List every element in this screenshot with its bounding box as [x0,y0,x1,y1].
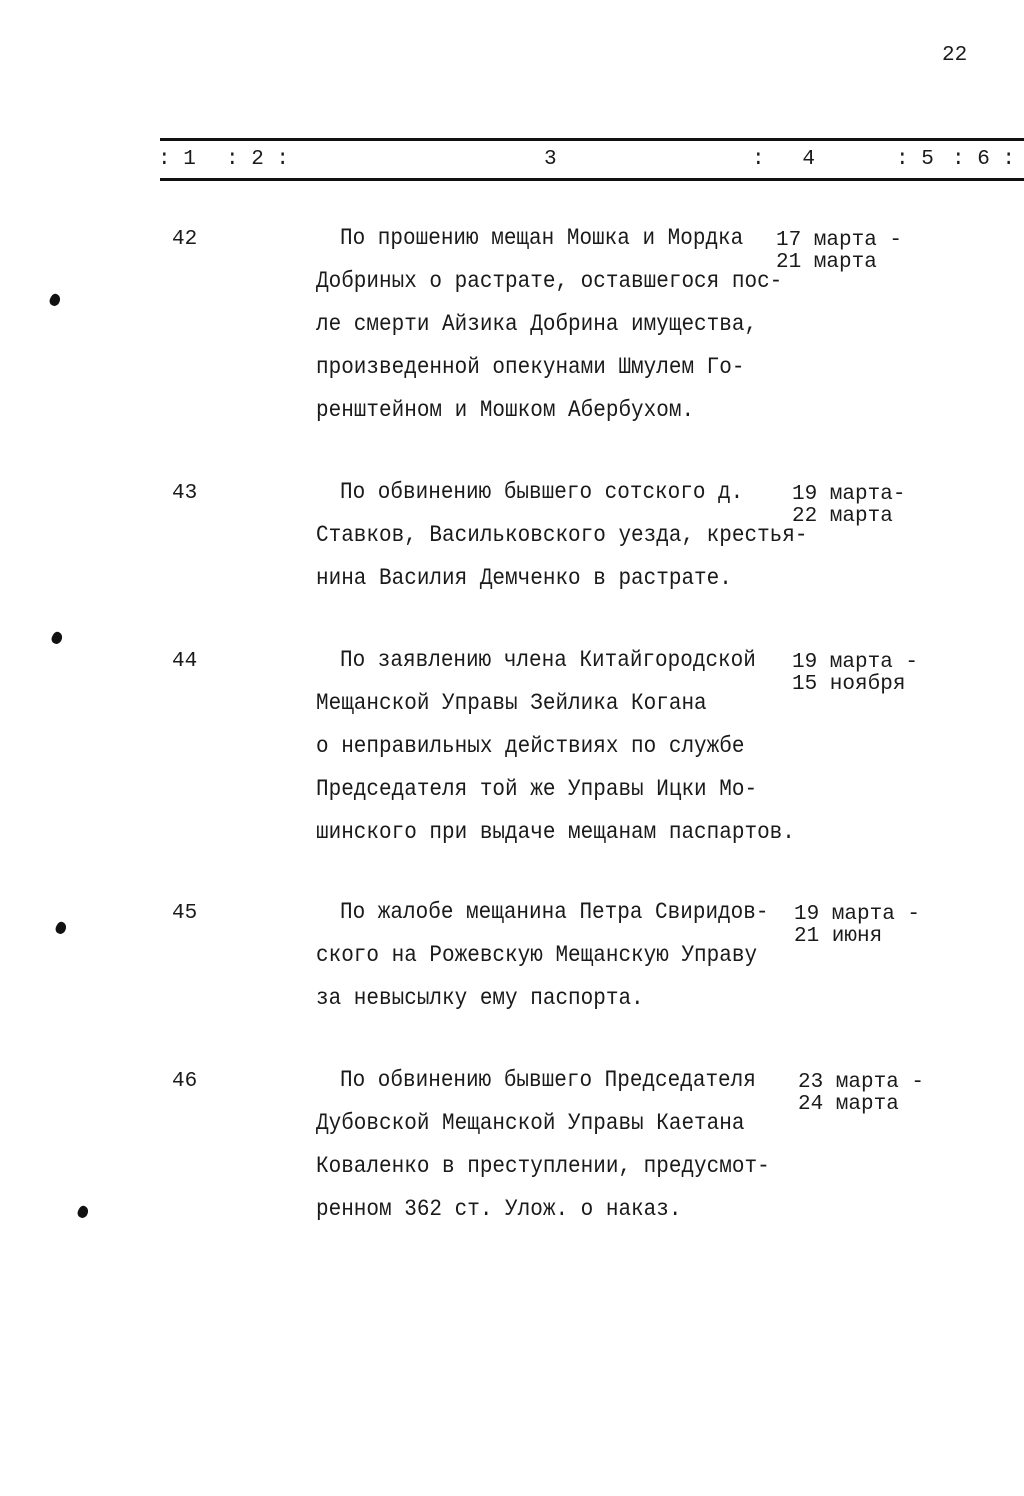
entry-text-line: Дубовской Мещанской Управы Каетана [316,1111,745,1137]
header-top-rule [160,138,1024,141]
column-2-header: : 2 : [226,148,290,171]
entry-number: 44 [172,650,198,673]
header-bottom-rule [160,178,1024,181]
entry-text-line: Коваленко в преступлении, предусмот- [316,1154,770,1180]
entry-text-line: По заявлению члена Китайгородской [340,648,756,674]
date-to: 21 марта [776,251,877,274]
entry-text-line: ле смерти Айзика Добрина имущества, [316,312,758,338]
date-from: 19 марта - [792,651,919,674]
entry-text-line: Добриных о растрате, оставшегося пос- [316,269,783,295]
column-1-header: : 1 [158,148,196,171]
page-number: 22 [942,44,968,67]
column-3-header: 3 [544,148,557,171]
entry-number: 43 [172,482,198,505]
entry-number: 45 [172,902,198,925]
date-from: 19 марта - [794,903,921,926]
entry-text-line: ренштейном и Мошком Абербухом. [316,398,695,424]
column-6-header: : 6 : [952,148,1016,171]
entry-text-line: нина Василия Демченко в растрате. [316,566,732,592]
entry-text-line: Мещанской Управы Зейлика Когана [316,691,707,717]
entry-text-line: Председателя той же Управы Ицки Мо- [316,777,758,803]
entry-text-line: По обвинению бывшего сотского д. [340,480,744,506]
date-to: 24 марта [798,1093,899,1116]
entry-text-line: за невысылку ему паспорта. [316,986,644,1012]
entry-text-line: о неправильных действиях по службе [316,734,745,760]
column-4-header: : 4 [752,148,816,171]
entry-text-line: шинского при выдаче мещанам паспартов. [316,820,795,846]
punch-hole-mark-icon [48,292,63,307]
date-from: 17 марта - [776,229,903,252]
column-5-header: : 5 [896,148,934,171]
date-from: 23 марта - [798,1071,925,1094]
entry-text-line: произведенной опекунами Шмулем Го- [316,355,745,381]
punch-hole-mark-icon [54,920,69,935]
entry-text-line: По жалобе мещанина Петра Свиридов- [340,900,769,926]
entry-number: 46 [172,1070,198,1093]
date-to: 21 июня [794,925,883,948]
entry-text-line: ренном 362 ст. Улож. о наказ. [316,1197,682,1223]
entry-text-line: Ставков, Васильковского уезда, крестья- [316,523,808,549]
date-to: 15 ноября [792,673,906,696]
date-from: 19 марта- [792,483,906,506]
punch-hole-mark-icon [50,630,65,645]
punch-hole-mark-icon [76,1204,91,1219]
date-to: 22 марта [792,505,893,528]
entry-text-line: ского на Рожевскую Мещанскую Управу [316,943,758,969]
entry-text-line: По обвинению бывшего Председателя [340,1068,756,1094]
entry-text-line: По прошению мещан Мошка и Мордка [340,226,744,252]
entry-number: 42 [172,228,198,251]
